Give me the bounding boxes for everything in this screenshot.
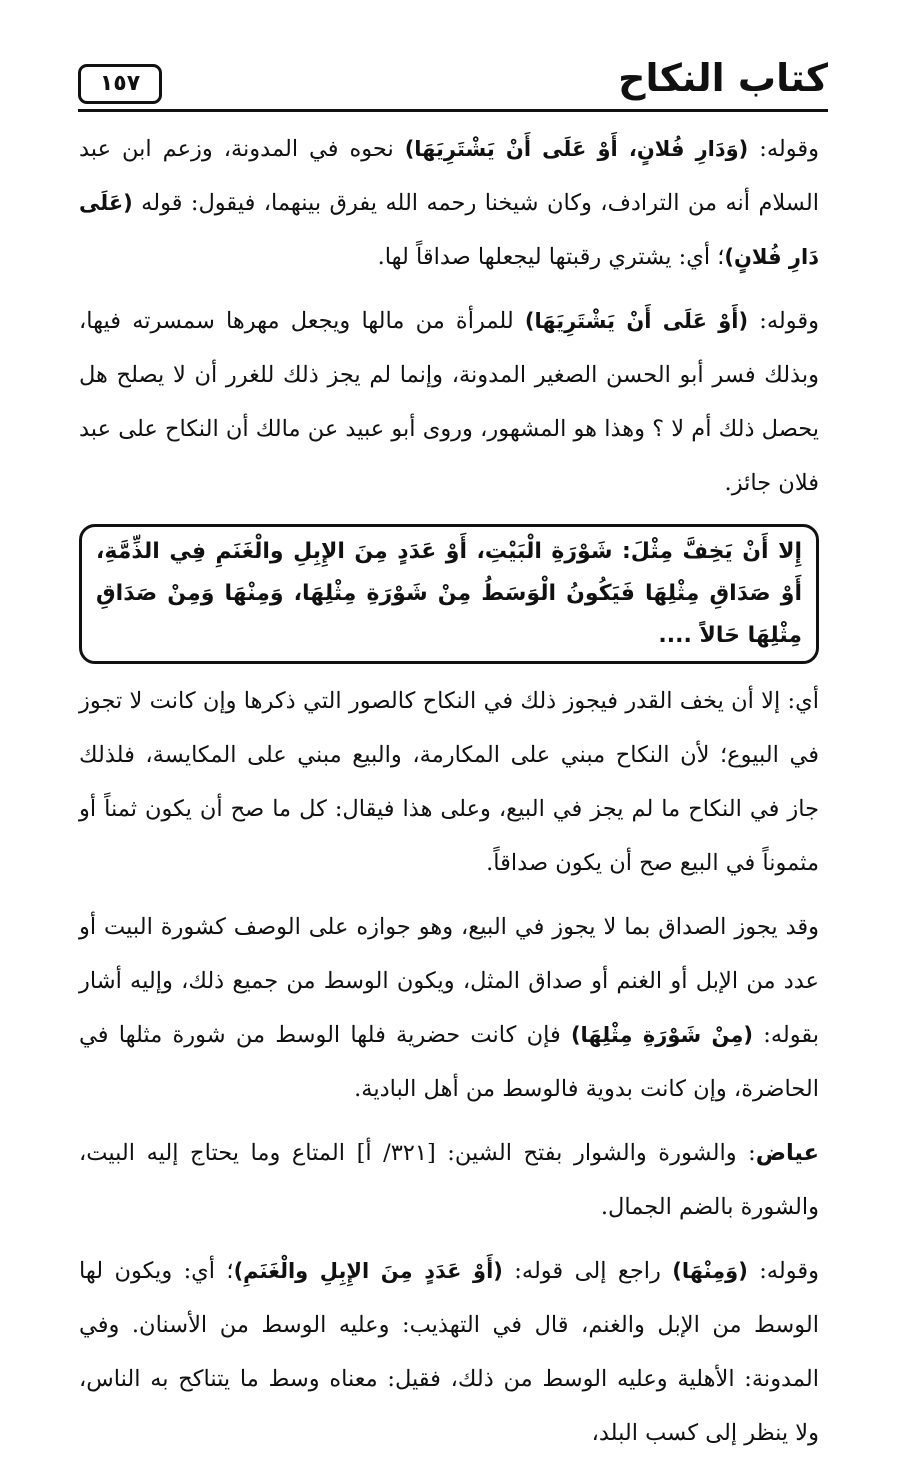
paragraphs-before-box <box>79 122 819 510</box>
matn-text-box: إِلا أَنْ يَخِفَّ مِثْلَ: شَوْرَةِ الْبَيْتِ، أَوْ عَدَدٍ مِنَ الإِبِلِ والْغَنَمِ فِي الذِّمَّةِ، أَوْ صَدَاقِ مِثْلِهَا فَيَكُونُ الْوَسَطُ مِنْ شَوْرَةِ مِثْلِهَا، وَمِنْهَا وَمِنْ صَدَاقِ مِثْلِهَا حَالاً .... <box>79 524 819 664</box>
matn-quote: (أَوْ عَدَدٍ مِنَ الإِبِلِ والْغَنَمِ) <box>233 1259 503 1283</box>
paragraph-p1 <box>79 122 819 284</box>
paragraph-p6 <box>79 1244 819 1460</box>
paragraphs-after-box <box>79 674 819 1460</box>
matn-quote: (مِنْ شَوْرَةِ مِثْلِهَا) <box>570 1023 754 1047</box>
commentary-text: وقوله: <box>748 136 820 162</box>
commentary-text: وقوله: <box>748 308 819 334</box>
page-header <box>78 56 828 112</box>
header-rule <box>78 109 828 112</box>
commentary-text: وقد يجوز الصداق بما لا يجوز في البيع، وهو جوازه على الوصف كشورة البيت أو عدد من الإبل أو الغنم أو صداق المثل، ويكون الوسط من جميع ذلك، وإليه أشار بقوله: <box>79 914 820 1048</box>
running-title: كتاب النكاح <box>618 56 828 100</box>
page-number: ١٥٧ <box>78 64 162 104</box>
paragraph-p2 <box>79 294 819 510</box>
matn-quote: (أَوْ عَلَى أَنْ يَشْتَرِيَهَا) <box>524 309 749 333</box>
matn-quote: (عَلَى دَارِ فُلانٍ) <box>79 191 819 269</box>
commentary-text: فإن كانت حضرية فلها الوسط من شورة مثلها في الحاضرة، وإن كانت بدوية فالوسط من أهل البادية. <box>79 1022 819 1102</box>
commentary-text: وقوله: <box>747 1258 819 1284</box>
source-name: عياض <box>755 1140 819 1166</box>
paragraph-p4 <box>79 900 819 1116</box>
paragraph-p3 <box>79 674 819 890</box>
commentary-text: نحوه في المدونة، وزعم ابن عبد السلام أنه من الترادف، وكان شيخنا رحمه الله يفرق بينهما، فيقول: قوله <box>79 136 819 216</box>
matn-quote: (وَمِنْهَا) <box>672 1259 748 1283</box>
commentary-text: أي: إلا أن يخف القدر فيجوز ذلك في النكاح كالصور التي ذكرها وإن كانت لا تجوز في البيوع؛ لأن النكاح مبني على المكارمة، والبيع مبني على المكايسة، فلذلك جاز في النكاح ما لم يجز في البيع، وعلى هذا فيقال: كل ما صح أن يكون ثمناً أو مثموناً في البيع صح أن يكون صداقاً. <box>79 688 819 876</box>
page-body <box>79 122 819 1460</box>
matn-quote: (وَدَارِ فُلانٍ، أَوْ عَلَى أَنْ يَشْتَرِيَهَا) <box>404 137 749 161</box>
paragraph-p5 <box>79 1126 819 1234</box>
commentary-text: للمرأة من مالها ويجعل مهرها سمسرته فيها، وبذلك فسر أبو الحسن الصغير المدونة، وإنما لم يجز ذلك للغرر أن لا يصلح هل يحصل ذلك أم لا ؟ وهذا هو المشهور، وروى أبو عبيد عن مالك أن النكاح على عبد فلان جائز. <box>79 308 819 496</box>
commentary-text: ؛ أي: ويكون لها الوسط من الإبل والغنم، قال في التهذيب: وعليه الوسط من الأسنان. وفي المدونة: الأهلية وعليه الوسط من ذلك، فقيل: معناه وسط ما يتناكح به الناس، ولا ينظر إلى كسب البلد، <box>79 1258 819 1446</box>
commentary-text: راجع إلى قوله: <box>502 1258 673 1284</box>
commentary-text: ؛ أي: يشتري رقبتها ليجعلها صداقاً لها. <box>377 244 725 270</box>
commentary-text: : والشورة والشوار بفتح الشين: [٣٢١/ أ] المتاع وما يحتاج إليه البيت، والشورة بالضم الجمال. <box>79 1140 819 1220</box>
